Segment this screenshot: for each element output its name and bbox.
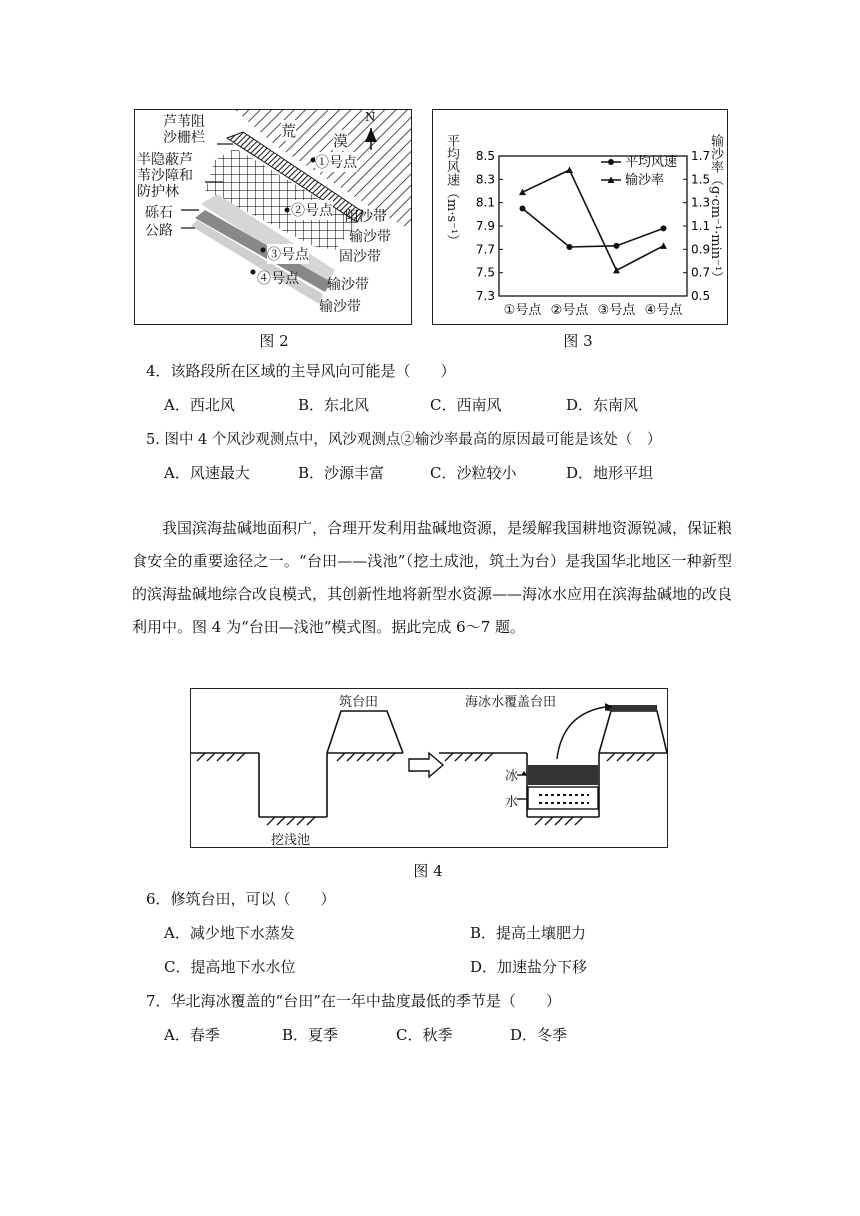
left-tick-label: 7.5 bbox=[475, 265, 495, 280]
question-6-option-b[interactable]: B．提高土壤肥力 bbox=[470, 924, 587, 942]
question-5-stem: 5. 图中 4 个风沙观测点中，风沙观测点②输沙率最高的原因最可能是该处（ ） bbox=[146, 432, 662, 448]
left-tick-label: 7.3 bbox=[475, 289, 495, 303]
label-point-2: ②号点 bbox=[291, 200, 333, 220]
label-desert-b: 漠 bbox=[333, 132, 349, 150]
question-4-stem: 4．该路段所在区域的主导风向可能是（ ） bbox=[146, 362, 456, 380]
figure-3-caption: 图 3 bbox=[563, 332, 593, 350]
question-5-option-a[interactable]: A．风速最大 bbox=[164, 464, 250, 482]
figure-4-diagram bbox=[190, 688, 668, 848]
left-tick-label: 8.1 bbox=[475, 195, 495, 210]
right-tick-label: 1.3 bbox=[691, 195, 711, 210]
point-marker-triangle bbox=[566, 167, 573, 174]
left-axis-title: 平均风速（m·s⁻¹） bbox=[444, 134, 459, 248]
point-3-dot bbox=[261, 248, 266, 253]
question-6-option-c[interactable]: C．提高地下水水位 bbox=[164, 958, 296, 976]
ice-layer bbox=[528, 765, 598, 785]
label-gravel: 砾石 bbox=[145, 205, 173, 221]
label-transport-belt-2: 输沙带 bbox=[327, 277, 369, 293]
legend-marker-circle bbox=[608, 159, 614, 165]
category-label: ①号点 bbox=[503, 303, 542, 318]
question-7-option-c[interactable]: C．秋季 bbox=[396, 1026, 453, 1044]
point-marker-triangle bbox=[519, 189, 526, 196]
right-tick-label: 0.7 bbox=[691, 265, 711, 280]
label-reed-fence: 芦苇阻 沙栅栏 bbox=[163, 114, 205, 146]
question-4-option-d[interactable]: D．东南风 bbox=[566, 396, 639, 414]
point-marker-circle bbox=[614, 243, 620, 249]
category-label: ③号点 bbox=[597, 303, 636, 318]
question-5-option-b[interactable]: B．沙源丰富 bbox=[298, 464, 385, 482]
question-7-option-b[interactable]: B．夏季 bbox=[282, 1026, 339, 1044]
question-4-option-a[interactable]: A．西北风 bbox=[164, 396, 235, 414]
category-label: ②号点 bbox=[550, 303, 589, 318]
left-tick-label: 8.3 bbox=[475, 172, 495, 187]
question-7-option-d[interactable]: D．冬季 bbox=[510, 1026, 568, 1044]
question-5-option-d[interactable]: D．地形平坦 bbox=[566, 464, 654, 482]
label-semi-buried: 半隐蔽芦 苇沙障和 防护林 bbox=[137, 152, 193, 200]
right-tick-label: 0.9 bbox=[691, 242, 711, 257]
label-point-1: ①号点 bbox=[315, 152, 357, 172]
question-7-option-a[interactable]: A．春季 bbox=[164, 1026, 220, 1044]
point-marker-circle bbox=[567, 244, 573, 250]
question-4-option-b[interactable]: B．东北风 bbox=[298, 396, 370, 414]
ice-cap-on-platform bbox=[607, 705, 657, 711]
figure-2-caption: 图 2 bbox=[259, 332, 289, 350]
category-label: ④号点 bbox=[644, 303, 683, 318]
label-fix-belt: 固沙带 bbox=[339, 249, 381, 265]
right-axis-title: 输沙率（g·cm⁻¹·min⁻¹） bbox=[708, 134, 723, 285]
point-marker-circle bbox=[520, 206, 526, 212]
question-6-option-a[interactable]: A．减少地下水蒸发 bbox=[164, 924, 295, 942]
label-road: 公路 bbox=[145, 223, 173, 239]
question-6-stem: 6．修筑台田，可以（ ） bbox=[146, 890, 336, 908]
label-block-belt: 阻沙带 bbox=[345, 209, 387, 225]
right-tick-label: 0.5 bbox=[691, 289, 711, 303]
label-north: N bbox=[365, 110, 376, 124]
right-tick-label: 1.5 bbox=[691, 172, 711, 187]
label-desert-a: 荒 bbox=[281, 122, 297, 140]
legend-label: 输沙率 bbox=[625, 173, 665, 188]
label-point-4: ④号点 bbox=[257, 271, 299, 287]
label-ice-cover: 海冰水覆盖台田 bbox=[465, 695, 557, 710]
right-tick-label: 1.7 bbox=[691, 149, 711, 163]
figure-2-map bbox=[134, 109, 412, 325]
series-line-circle bbox=[523, 209, 664, 248]
water-layer bbox=[528, 787, 598, 809]
label-transport-belt-1: 输沙带 bbox=[349, 229, 391, 245]
label-ice: 冰 bbox=[505, 769, 519, 784]
point-marker-circle bbox=[661, 225, 667, 231]
label-transport-belt-3: 输沙带 bbox=[319, 299, 361, 315]
figure-4-svg bbox=[191, 689, 667, 847]
figure-4-caption: 图 4 bbox=[413, 862, 443, 880]
figure-3-svg bbox=[433, 110, 727, 324]
right-tick-label: 1.1 bbox=[691, 219, 711, 233]
left-tick-label: 7.9 bbox=[475, 219, 495, 233]
point-marker-triangle bbox=[613, 267, 620, 274]
point-4-dot bbox=[251, 270, 256, 275]
legend-label: 平均风速 bbox=[625, 155, 678, 170]
label-build-field: 筑台田 bbox=[339, 695, 379, 710]
transform-arrow-icon bbox=[409, 753, 443, 777]
label-point-3: ③号点 bbox=[267, 244, 309, 264]
figure-3-chart bbox=[432, 109, 728, 325]
question-7-stem: 7．华北海冰覆盖的“台田”在一年中盐度最低的季节是（ ） bbox=[146, 992, 561, 1010]
left-tick-label: 8.5 bbox=[475, 149, 495, 163]
question-6-option-d[interactable]: D．加速盐分下移 bbox=[470, 958, 588, 976]
question-5-option-c[interactable]: C．沙粒较小 bbox=[430, 464, 517, 482]
left-tick-label: 7.7 bbox=[475, 242, 495, 257]
label-water: 水 bbox=[505, 795, 519, 810]
intro-paragraph: 我国滨海盐碱地面积广，合理开发利用盐碱地资源，是缓解我国耕地资源锐减，保证粮食安全的重要途径之一。“台田——浅池”（挖土成池，筑土为台）是我国华北地区一种新型的滨海盐碱地综合改良模式，其创新性地将新型水资源——海冰水应用在滨海盐碱地的改良利用中。图 4 为“台田—浅池”模式图。据此完成 6～7 题。 bbox=[132, 519, 733, 636]
question-4-option-c[interactable]: C．西南风 bbox=[430, 396, 502, 414]
point-2-dot bbox=[285, 208, 290, 213]
point-marker-triangle bbox=[660, 242, 667, 249]
move-arrow bbox=[557, 707, 605, 759]
label-dig-pool: 挖浅池 bbox=[271, 833, 311, 848]
